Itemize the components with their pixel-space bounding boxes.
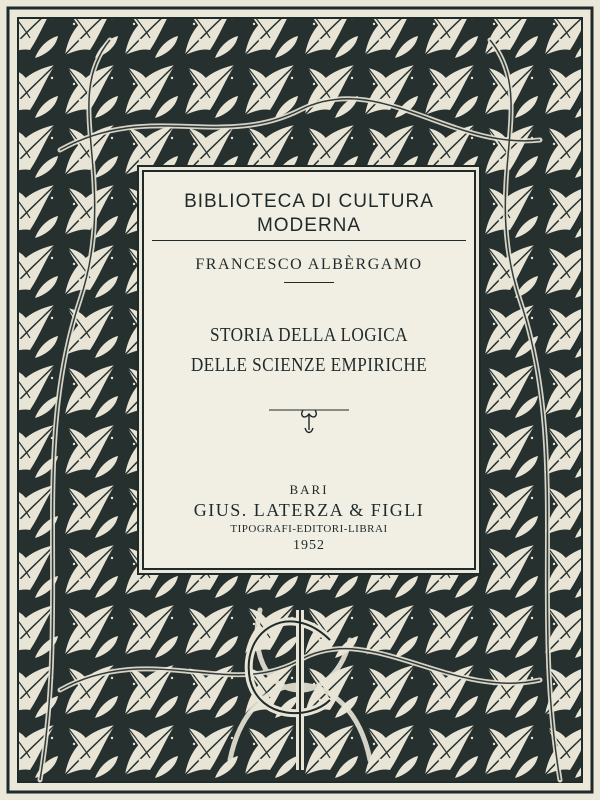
publication-place: BARI [289,482,329,497]
fleuron-ornament [269,404,349,438]
author-name: FRANCESCO ALBÈRGAMO [195,256,423,273]
title-line-1: STORIA DELLA LOGICA [209,324,409,346]
book-title [167,320,451,380]
publisher-trades: TIPOGRAFI-EDITORI-LIBRAI [230,523,388,535]
series-title [144,190,474,238]
publication-year: 1952 [293,538,325,553]
publisher-name: GIUS. LATERZA & FIGLI [193,500,425,520]
title-line-2: DELLE SCIENZE EMPIRICHE [190,354,428,376]
series-line-1: BIBLIOTECA DI CULTURA [184,191,434,212]
title-panel [142,170,476,570]
divider-rule [152,240,466,241]
short-divider-rule [284,282,334,283]
series-line-2: MODERNA [256,215,362,236]
